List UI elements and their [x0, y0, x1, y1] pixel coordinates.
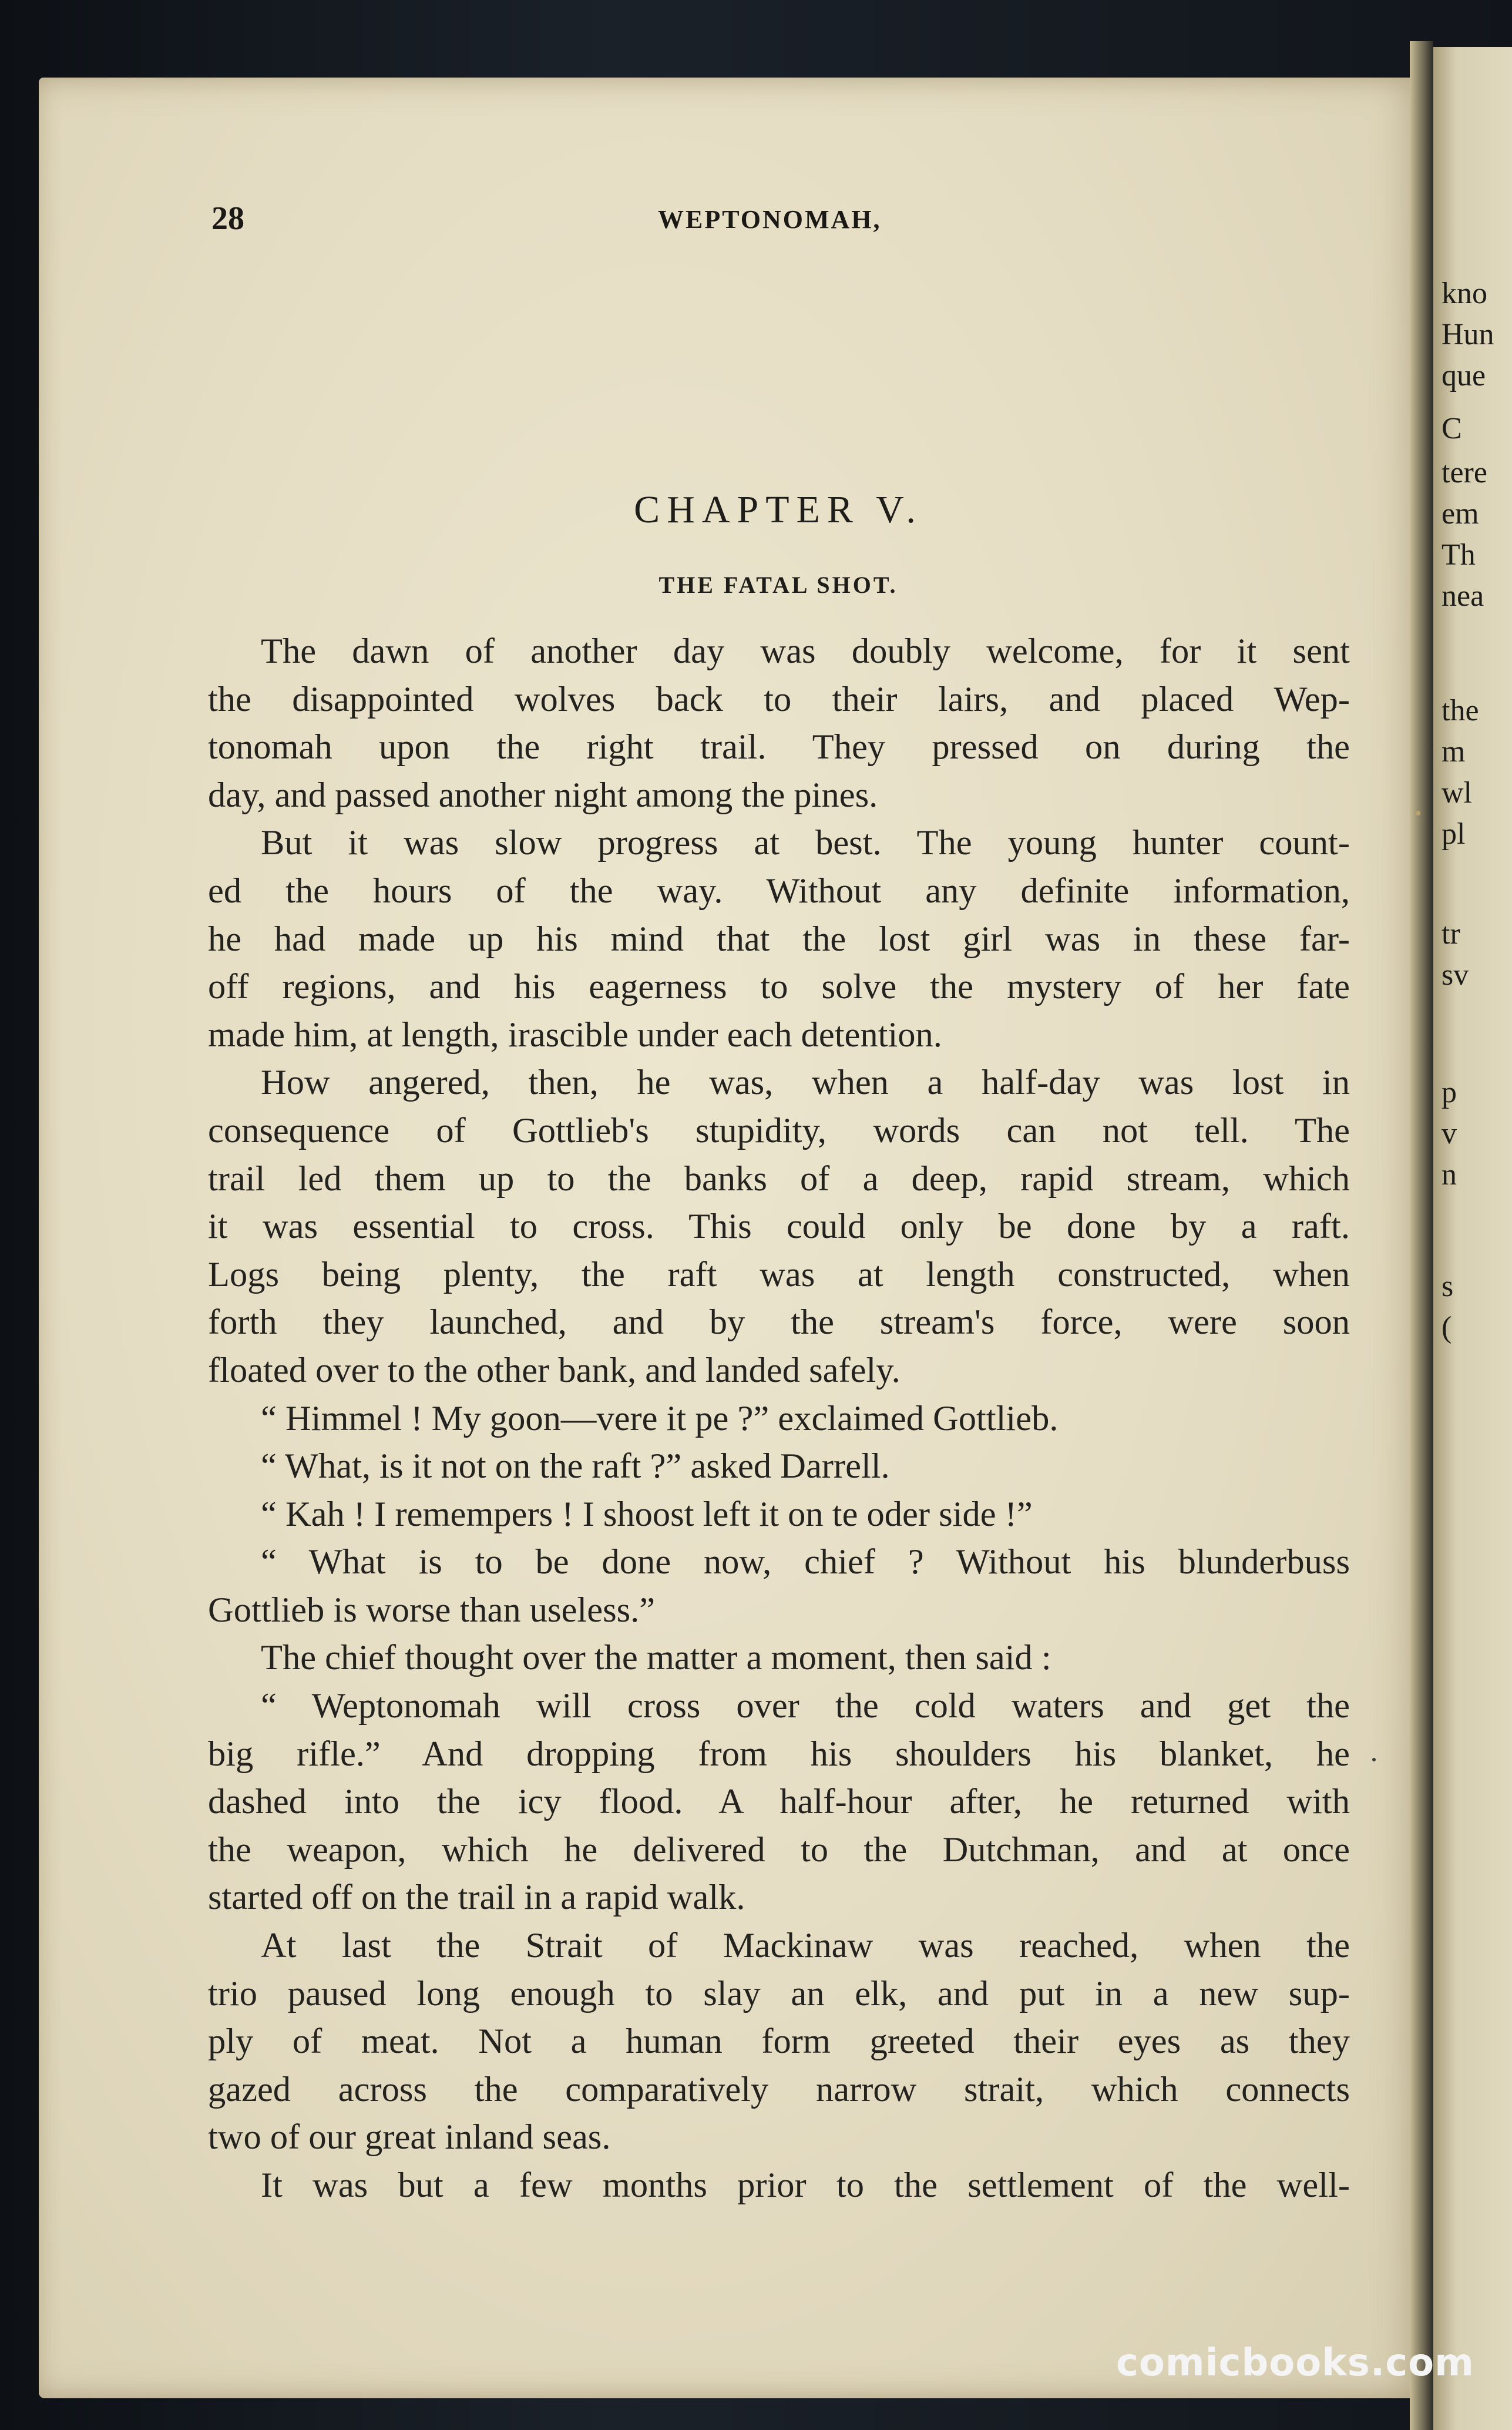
- facing-page-fragment: wl: [1442, 776, 1472, 810]
- book-gutter: [1410, 41, 1433, 2430]
- facing-page-fragment: s: [1442, 1270, 1454, 1303]
- text-line: “ Kah ! I remempers ! I shoost left it on te oder side !”: [261, 1494, 1033, 1534]
- text-line: he had made up his mind that the lost girl was in these far-: [208, 919, 1350, 959]
- running-title: WEPTONOMAH,: [658, 205, 882, 234]
- paper-speck: [1372, 1758, 1376, 1761]
- chapter-heading: CHAPTER V.: [634, 488, 923, 531]
- text-line: big rifle.” And dropping from his shoulders his blanket, he: [208, 1734, 1350, 1774]
- facing-page-fragment: Th: [1442, 538, 1476, 572]
- text-line: off regions, and his eagerness to solve the mystery of her fate: [208, 967, 1350, 1007]
- text-line: ply of meat. Not a human form greeted their eyes as they: [208, 2022, 1350, 2062]
- text-line: floated over to the other bank, and landed safely.: [208, 1350, 901, 1390]
- text-line: consequence of Gottlieb's stupidity, words can not tell. The: [208, 1110, 1350, 1150]
- text-line: made him, at length, irascible under each detention.: [208, 1015, 942, 1055]
- text-line: How angered, then, he was, when a half-day was lost in: [261, 1063, 1350, 1103]
- text-line: the disappointed wolves back to their lairs, and placed Wep-: [208, 679, 1350, 719]
- text-line: started off on the trail in a rapid walk.: [208, 1878, 745, 1918]
- text-line: “ Himmel ! My goon—vere it pe ?” exclaimed Gottlieb.: [261, 1398, 1059, 1438]
- text-line: It was but a few months prior to the settlement of the well-: [261, 2166, 1350, 2205]
- facing-page-fragment: v: [1442, 1117, 1457, 1150]
- facing-page-fragment: kno: [1442, 277, 1487, 310]
- text-line: tonomah upon the right trail. They pressed on during the: [208, 727, 1350, 767]
- text-line: The chief thought over the matter a moment, then said :: [261, 1638, 1051, 1678]
- text-line: But it was slow progress at best. The young hunter count-: [261, 823, 1350, 863]
- text-line: ed the hours of the way. Without any definite information,: [208, 871, 1350, 911]
- facing-page-fragment: sv: [1442, 958, 1469, 992]
- text-line: it was essential to cross. This could only be done by a raft.: [208, 1207, 1350, 1247]
- facing-page-fragment: em: [1442, 497, 1479, 531]
- paper-speck: [1416, 811, 1420, 815]
- text-line: The dawn of another day was doubly welcome, for it sent: [261, 632, 1350, 671]
- text-line: Gottlieb is worse than useless.”: [208, 1590, 656, 1630]
- facing-page-edge: [1433, 47, 1512, 2430]
- text-line: the weapon, which he delivered to the Dutchman, and at once: [208, 1830, 1350, 1870]
- facing-page-fragment: C: [1442, 412, 1462, 445]
- facing-page-fragment: (: [1442, 1311, 1452, 1344]
- chapter-subtitle: THE FATAL SHOT.: [658, 572, 898, 598]
- text-line: At last the Strait of Mackinaw was reached, when the: [261, 1926, 1350, 1966]
- facing-page-fragment: m: [1442, 735, 1466, 768]
- facing-page-fragment: Hun: [1442, 318, 1494, 351]
- text-line: trail led them up to the banks of a deep, rapid stream, which: [208, 1159, 1350, 1199]
- facing-page-fragment: p: [1442, 1076, 1457, 1109]
- facing-page-fragment: nea: [1442, 579, 1484, 613]
- facing-page-fragment: pl: [1442, 817, 1466, 851]
- facing-page-fragment: n: [1442, 1158, 1457, 1191]
- text-line: “ Weptonomah will cross over the cold waters and get the: [261, 1686, 1350, 1726]
- text-line: “ What is to be done now, chief ? Without his blunderbuss: [261, 1542, 1350, 1582]
- site-watermark: comicbooks.com: [1116, 2341, 1474, 2385]
- text-line: Logs being plenty, the raft was at length constructed, when: [208, 1254, 1350, 1294]
- text-line: day, and passed another night among the pines.: [208, 775, 878, 815]
- page-header: [211, 200, 1345, 247]
- facing-page-fragment: tere: [1442, 456, 1487, 489]
- facing-page-fragment: que: [1442, 359, 1486, 392]
- text-line: forth they launched, and by the stream's force, were soon: [208, 1303, 1350, 1342]
- page-number: 28: [211, 200, 244, 237]
- facing-page-fragment: tr: [1442, 917, 1460, 951]
- text-line: “ What, is it not on the raft ?” asked Darrell.: [261, 1446, 890, 1486]
- text-line: dashed into the icy flood. A half-hour after, he returned with: [208, 1782, 1350, 1822]
- chapter-body-text: [208, 627, 1350, 2210]
- text-line: gazed across the comparatively narrow strait, which connects: [208, 2069, 1350, 2109]
- text-line: trio paused long enough to slay an elk, and put in a new sup-: [208, 1973, 1350, 2013]
- text-line: two of our great inland seas.: [208, 2117, 611, 2157]
- facing-page-fragment: the: [1442, 694, 1479, 727]
